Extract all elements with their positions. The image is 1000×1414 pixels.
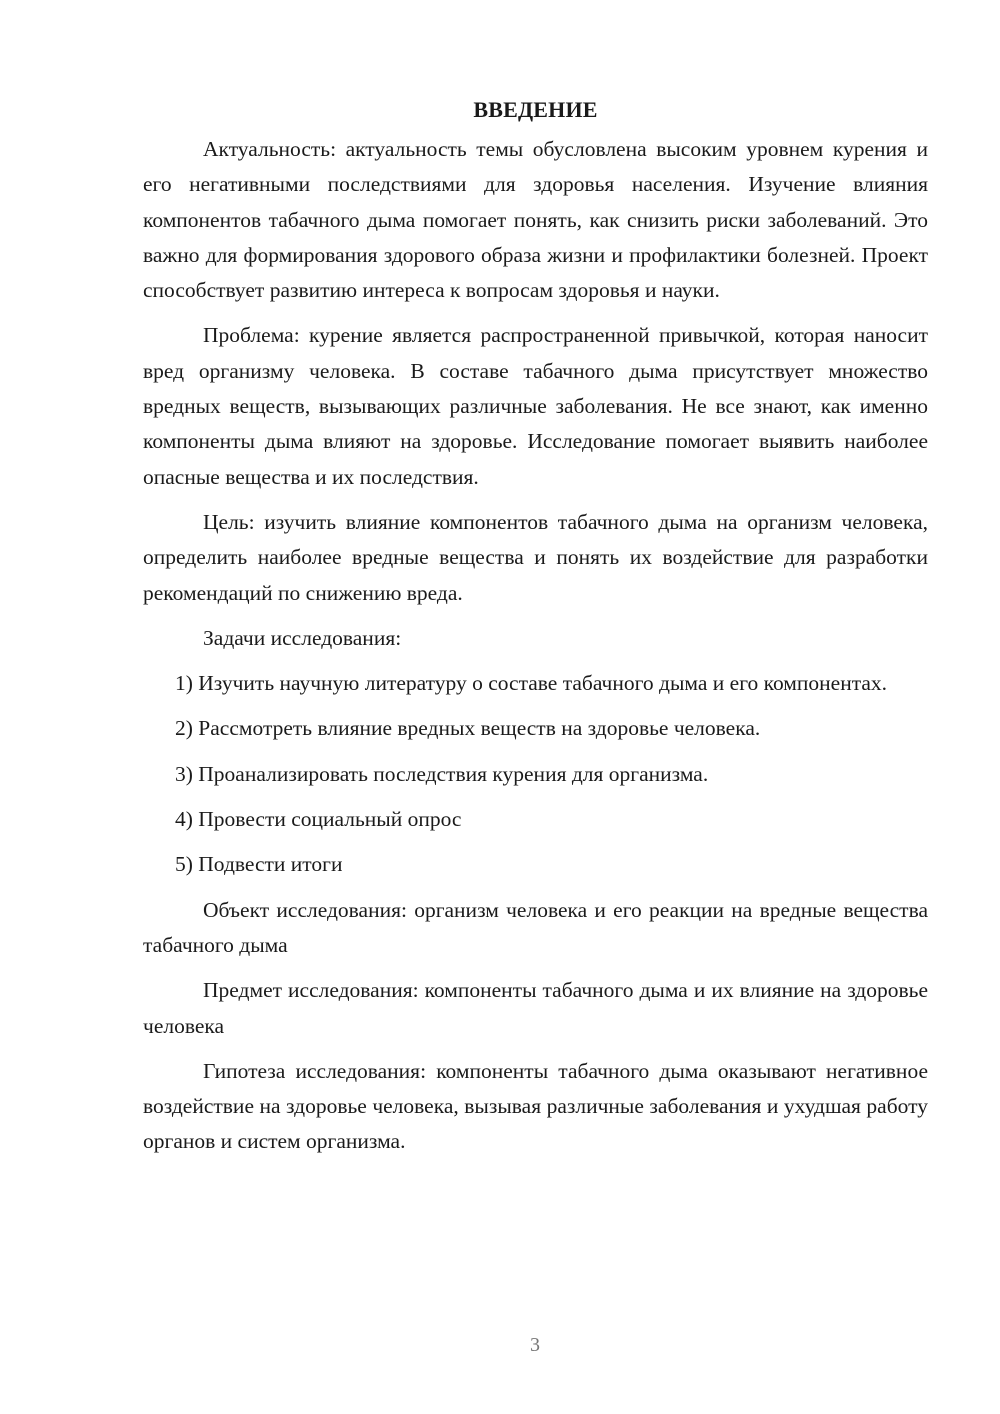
paragraph-hypothesis: Гипотеза исследования: компоненты табачного дыма оказывают негативное воздействие на здоровье человека, вызывая различные заболевания и ухудшая работу органов и систем организма. bbox=[143, 1058, 928, 1154]
page-heading: ВВЕДЕНИЕ bbox=[473, 97, 598, 122]
task-item-1: 1) Изучить научную литературу о составе табачного дыма и его компонентах. bbox=[175, 671, 888, 696]
task-item-3: 3) Проанализировать последствия курения для организма. bbox=[175, 761, 709, 786]
task-item-4: 4) Провести социальный опрос bbox=[175, 807, 462, 832]
paragraph-subject: Предмет исследования: компоненты табачного дыма и их влияние на здоровье человека bbox=[143, 978, 928, 1038]
task-item-2: 2) Рассмотреть влияние вредных веществ на здоровье человека. bbox=[175, 716, 761, 741]
paragraph-goal: Цель: изучить влияние компонентов табачного дыма на организм человека, определить наиболее вредные вещества и понять их воздействие для разработки рекомендаций по снижению вреда. bbox=[143, 509, 928, 605]
tasks-title: Задачи исследования: bbox=[203, 625, 402, 650]
task-item-5: 5) Подвести итоги bbox=[175, 852, 343, 877]
page-number: 3 bbox=[530, 1334, 540, 1356]
paragraph-object: Объект исследования: организм человека и его реакции на вредные вещества табачного дыма bbox=[143, 897, 928, 957]
paragraph-relevance: Актуальность: актуальность темы обусловлена высоким уровнем курения и его негативными последствиями для здоровья населения. Изучение влияния компонентов табачного дыма помогает понять, как снизить риски заболеваний. Это важно для формирования здорового образа жизни и профилактики болезней. Проект способствует развитию интереса к вопросам здоровья и науки. bbox=[143, 137, 928, 303]
paragraph-problem: Проблема: курение является распространенной привычкой, которая наносит вред организму человека. В составе табачного дыма присутствует множество вредных веществ, вызывающих различные заболевания. Не все знают, как именно компоненты дыма влияют на здоровье. Исследование помогает выявить наиболее опасные вещества и их последствия. bbox=[143, 323, 928, 489]
page-content bbox=[143, 92, 928, 1170]
